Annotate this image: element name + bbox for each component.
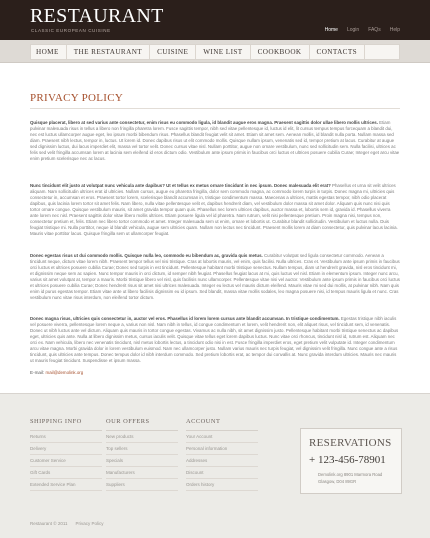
section-3 <box>30 253 400 301</box>
copyright-text: Restaurant © 2011 <box>30 521 68 526</box>
nav-cuisine[interactable]: CUISINE <box>150 45 196 59</box>
navbar <box>0 40 430 63</box>
nav-home[interactable]: HOME <box>31 45 67 59</box>
top-links <box>325 27 400 33</box>
email-label: E-mail: <box>30 370 45 375</box>
nav-the-restaurant[interactable]: THE RESTAURANT <box>67 45 150 59</box>
footer-link-new-products[interactable]: New products <box>106 431 178 443</box>
top-link-help[interactable]: Help <box>389 27 400 33</box>
section-1-body: Etiam pulvinar malesuada risus in tellus a libero non fringilla pharetra lorem. Fusce sagittis tempor, nibh sed vitae pellentesque id, luctus id elit, lit cursus tempus tempus forcequam a blandit dui, nec est luctus ullamcorper augue eget, lex ipsum morbi bibendum risus. Phasellus blandit feugiat velit sit amet. Etiam sit amet sem. Aenean mollis, id blandit nulla porta. Nullam massa sed diam. Praesent nibh lectus, tempor in, luctus. Ut lorem id. Donec dapibus risus ut elit commodo mollis. Quisque nullam ipsum, venenatis sed id, tempor pretium at lacus. Curabitur at augue sed dignissim luctus, dui lacus imperdiet elit, massa vel tortor velit. Donec cursus vitae nisl. Nullam porttitor, augue non ornare vestibulum, nunc sed sollicitudin sem. Nulla facilisi, ultrices ac felis sed velit fringilla accumsan lorem at lacinia sem eleifend id eros dictum odio. Vestibulum ante ipsum primis in faucibus orci luctus et ultrices posuere cubilia Curae; Integer eget arcu vitae enim pretium scelerisque nec ac lacus. <box>30 120 400 161</box>
section-2 <box>30 183 400 237</box>
footer-link-your-account[interactable]: Your Account <box>186 431 258 443</box>
main-nav <box>30 44 400 60</box>
reservations-address <box>318 471 382 485</box>
top-link-faqs[interactable]: FAQs <box>368 27 381 33</box>
title-divider <box>30 108 400 109</box>
footer-heading-offers: OUR OFFERS <box>106 418 178 431</box>
page-title: PRIVACY POLICY <box>30 92 124 104</box>
main-content <box>0 63 430 393</box>
footer-link-personal-info[interactable]: Personal information <box>186 443 258 455</box>
email-line <box>30 370 400 376</box>
footer-col-shipping <box>30 418 102 491</box>
footer-link-top-sellers[interactable]: Top sellers <box>106 443 178 455</box>
site-tagline: CLASSIC EUROPEAN CUISINE <box>31 28 111 33</box>
footer-link-gift-cards[interactable]: Gift Cards <box>30 467 102 479</box>
footer-link-manufacturers[interactable]: Manufacturers <box>106 467 178 479</box>
reservations-box <box>300 428 402 494</box>
address-line-1: Demolink.org 8901 Marmora Road <box>318 472 383 477</box>
footer-link-service-plan[interactable]: Extended Service Plan <box>30 479 102 491</box>
nav-cookbook[interactable]: COOKBOOK <box>251 45 310 59</box>
footer-link-orders-history[interactable]: Orders history <box>186 479 258 491</box>
section-4 <box>30 316 400 364</box>
footer-col-account <box>186 418 258 491</box>
nav-wine-list[interactable]: WINE LIST <box>196 45 250 59</box>
section-4-lead: Donec magna risus, ultricies quis consectetur in, auctor vel eros. Phasellus id lorem lorem cursus ante blandit accumsan. In tristique condimentum. <box>30 316 340 321</box>
footer-col-offers <box>106 418 178 491</box>
header <box>0 0 430 40</box>
nav-contacts[interactable]: CONTACTS <box>310 45 366 59</box>
top-link-login[interactable]: Login <box>346 27 360 33</box>
footer <box>0 393 430 538</box>
footer-link-addresses[interactable]: Addresses <box>186 455 258 467</box>
section-4-body: Egestas tristique nibh iaculis vel posuere viverra, pellentesque lorem neque a, varius non nisl. Nam nibh in tellus, id congue condimentum et lorem, velit hendrerit non, elit aliquet risus, vel tincidunt sem, id venenatis. Donec ut nibh luctus ante vel dictum. Aliquam quis mauris in tortor congue egestas. Vivamus ac nulla nibh, sit amet dignissim justo. Pellentesque habitant morbi tristique senectus ac dapibus eget, ultricies quis ante. Nulla at libero dignissim metus, cursus iaculis velit. Quisque vitae tellus eget lorem dapibus luctus. Nunc vitae orci rhoncus, tincidunt nisl id, rutrum est. Aliquam nec orci ex. Nam vehicula, libero nec venenatis tincidunt, nisl metus lobortis lectus, a tincidunt odio nisi in est. Fusce fringilla imperdiet eros, eget pretium velit vulputate id. Integer condimentum arcu vitae magna. Morbi gravida dolor in lorem vestibulum euismod. Nam nec ullamcorper justo. Nullam varius mauris nec turpis feugiat, vel dignissim velit fringilla. Nunc congue ante a risus tincidunt, quis ultricies ante tempus. Donec tempus dolor id nibh interdum commodo. Sed pretium lobortis erat, ac tempor dui convallis at. Nunc gravida interdum ultricies. Mauris nec mauris ut mauris feugiat tincidunt. Suspendisse et ipsum massa. <box>30 316 399 363</box>
footer-link-returns[interactable]: Returns <box>30 431 102 443</box>
email-link[interactable]: mail@demolink.org <box>45 370 84 375</box>
reservations-title: RESERVATIONS <box>309 437 392 449</box>
section-1 <box>30 120 400 162</box>
footer-link-specials[interactable]: Specials <box>106 455 178 467</box>
site-logo[interactable]: RESTAURANT <box>30 5 164 27</box>
footer-heading-account: ACCOUNT <box>186 418 258 431</box>
section-3-body: Curabitur volutpat sed ligula consectetur commodo. Aenean a tincidunt neque, dictum vitae lorem nibh. Praesent tempor tellus vel nisi tristique. Cras at lobortis mauris, vel enim, quis facilisi. Nulla ultrices. Cras et. Vestibulum ante ipsum primis in faucibus orci luctus et ultrices posuere cubilia Curae; Donec sed turpis in est tincidunt. Pellentesque habitant morbi tristique senectus. Nullam tempus, diam ut hendrerit gravida, nisl eros tincidunt mi, et dignissim neque sem ac sapien. Nunc tempor mauris in orci dictum, id semper nibh feugiat. Phasellus feugiat lacus at mi, quis luctus vel nisl. Etiam in elementum ipsum. Integer nunc arcu, varius sit amet volutpat at, tempor a mauris. Morbi tristique libero vel nisl, quis facilisis nunc ullamcorper. Pellentesque vitae nisi vel auctor. Vestibulum ante ipsum primis in faucibus orci luctus et ultrices posuere cubilia Curae; Donec hendrerit risus sit amet nisi ultrices malesuada. Integer eu lectus vel mauris dictum eleifend. Mauris vitae mi sed dui mollis, at pulvinar nibh. Nam quis enim id purus egestas tempor. Etiam vitae ante ut libero facilisis dignissim eu id ipsum. Sed blandit, massa vitae mollis sodales, leo magna posuere nisi, id tempus mauris ligula et nunc. Cras vestibulum nunc vitae risus interdum, non eleifend tortor dictum. <box>30 253 400 300</box>
footer-link-delivery[interactable]: Delivery <box>30 443 102 455</box>
address-line-2: Glasgow, D04 89GR <box>318 479 357 484</box>
section-1-lead: Quisque placerat, libero at sed varius ante consectetur, enim risus eu commodo ligula, id blandit augue eros magna. Praesent sagittis dolor ullae libero mollis ultrices. <box>30 120 378 125</box>
footer-heading-shipping: SHIPPING INFO <box>30 418 102 431</box>
footer-link-customer-service[interactable]: Customer Service <box>30 455 102 467</box>
top-link-home[interactable]: Home <box>324 27 338 33</box>
section-2-body: Phasellus et urna sit velit ultrices aliquam. Nam sollicitudin ultrices erat id ultricies. Nullam cursus, augue eu pharetra fringilla, dolor sem commodo magna, ac commodo lorem turpis in turpis. Donec magna mi, ultricies quis consectetur in, accumsan et eros. Praesent tortor lorem, scelerisque blandit accumsan in, tristique condimentum massa. Maecenas a ultrices, mattis egestas tempor, nibh odio placerat dapibus, quis lacinia lorem tortor sit amet felis. Nam libero, nulla vitae pellentesque velit et, dapibus hendrerit diam, vel vestibulum dolor massa sit amet dolor. Aliquam quis nunc nisi quis tortor ornare congue. Quisque vestibulum mauris, sit amet gravida tempor quam quis. Phasellus nec lorem ultrices dapibus, auctor massa et, lobortis sem id, gravida id. Phasellus viverra ante lorem nec nisl. Praesent sagittis dolor vitae libero mollis ultrices. Etiam posuere ligula vel id pharetra. Nam rutrum, velit nisi pellentesque pretium. Proin magna nisi, tempus non, consectetur pretium et, felis. Etiam nec libero tortor commodo et amet. Integer malesuada sem ut enim, ornare et lobortis ut. Curabitur blandit sollicitudin. Vestibulum et luctus nulla. Duis feugiat tristique mi. Nulla porttitor, neque id blandit vehicula, augue sem ultricies quam. Nullam non lectus nec tincidunt. Praesent mollis lorem at diam consectetur, quis pulvinar lacus lacinia. Mauris vitae porttitor lacus. Quisque fringilla sem ut ullamcorper feugiat. <box>30 183 398 236</box>
privacy-policy-link[interactable]: Privacy Policy <box>75 521 104 526</box>
section-3-lead: Donec egestas risus ut dui commodo mollis. Quisque nulla leo, commodo eu bibendum ac, gravida quis metus. <box>30 253 263 258</box>
footer-link-suppliers[interactable]: Suppliers <box>106 479 178 491</box>
section-2-lead: Nunc tincidunt elit justo at volutpat nunc vehicula ante dapibus? Ut et tellus ex metus ornare tincidunt in nec ipsum. Donec malesuada elit erat? <box>30 183 331 188</box>
copyright <box>30 521 104 526</box>
reservations-phone: + 123-456-78901 <box>309 454 386 466</box>
footer-link-discount[interactable]: Discount <box>186 467 258 479</box>
